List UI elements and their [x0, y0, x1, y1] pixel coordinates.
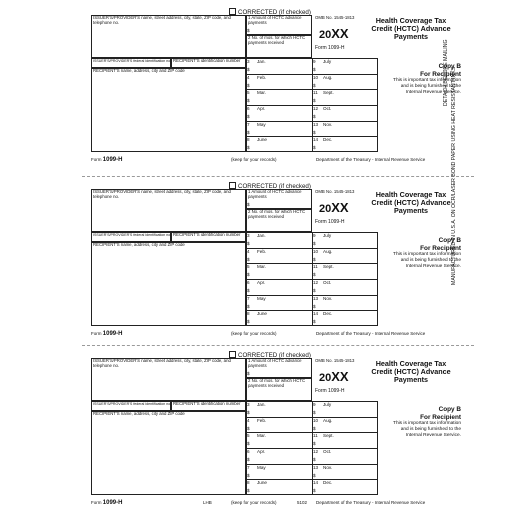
month-dollar-sign: $ [313, 272, 316, 278]
month-dollar-sign: $ [313, 488, 316, 494]
month-dollar-sign: $ [313, 288, 316, 293]
month-row-divider [312, 295, 378, 296]
month-box-number: 14 [313, 311, 319, 317]
month-dollar-sign: $ [247, 129, 250, 135]
month-dollar-sign: $ [313, 457, 316, 462]
month-box-number: 9 [313, 59, 316, 64]
box1-dollar-sign: $ [247, 371, 250, 376]
month-name: Dec. [323, 137, 333, 143]
form-number-label: Form 1099-H [315, 45, 345, 51]
month-name: Mar. [257, 433, 266, 439]
month-box-number: 6 [247, 106, 250, 111]
perforation-line [82, 176, 474, 177]
issuer-tin-label: ISSUER'S/PROVIDER'S federal identification no. [93, 59, 172, 63]
month-dollar-sign: $ [247, 241, 250, 246]
month-box-number: 12 [313, 449, 319, 454]
month-box-number: 5 [247, 264, 250, 270]
footer-code-right: 5102 [297, 500, 308, 505]
month-row-divider [312, 464, 378, 465]
footer-keep-records: (keep for your records) [231, 157, 277, 162]
month-name: July [323, 402, 332, 407]
footer-form-label: Form [91, 157, 102, 162]
month-box-number: 10 [313, 417, 319, 423]
month-box-number: 13 [313, 464, 319, 470]
month-name: Dec. [323, 311, 333, 317]
for-recipient-label: For Recipient [420, 244, 461, 252]
month-dollar-sign: $ [247, 67, 250, 72]
month-dollar-sign: $ [247, 82, 250, 88]
box2-label: 2 No. of mos. for which HCTC payments received [248, 378, 306, 388]
issuer-name-label: ISSUER'S/PROVIDER'S name, street address, city, state, ZIP code, and telephone no. [93, 189, 231, 199]
month-row-divider [312, 479, 378, 480]
issuer-name-label: ISSUER'S/PROVIDER'S name, street address, city, state, ZIP code, and telephone no. [93, 358, 231, 368]
box1-dollar-sign: $ [247, 202, 250, 207]
month-box-number: 12 [313, 280, 319, 285]
corrected-label: CORRECTED (if checked) [238, 183, 311, 190]
month-name: June [257, 137, 267, 143]
month-dollar-sign: $ [247, 441, 250, 447]
corrected-label: CORRECTED (if checked) [238, 9, 311, 16]
month-dollar-sign: $ [247, 256, 250, 262]
month-name: July [323, 59, 332, 64]
month-name: Mar. [257, 264, 266, 270]
month-name: May [257, 121, 266, 127]
footer-form-number [91, 157, 122, 163]
year-prefix: 20 [319, 372, 332, 384]
footer-keep-records: (keep for your records) [231, 331, 277, 336]
omb-number: OMB No. 1545-1813 [315, 15, 355, 20]
month-dollar-sign: $ [313, 145, 316, 151]
for-recipient-label: For Recipient [420, 70, 461, 78]
issuer-tin-label: ISSUER'S/PROVIDER'S federal identification no. [93, 233, 172, 237]
month-name: May [257, 295, 266, 301]
footer-form-id: 1099-H [102, 157, 123, 163]
month-name: Nov. [323, 121, 333, 127]
footer-department: Department of the Treasury - Internal Revenue Service [316, 157, 426, 162]
month-name: Oct. [323, 280, 332, 285]
box1-label: 1 Amount of HCTC advance payments [248, 189, 302, 199]
month-box-number: 9 [313, 402, 316, 407]
month-name: Sept. [323, 264, 334, 270]
month-name: Jan. [257, 402, 266, 407]
box1-label: 1 Amount of HCTC advance payments [248, 358, 302, 368]
footer-keep-records: (keep for your records) [231, 500, 277, 505]
month-dollar-sign: $ [247, 98, 250, 104]
month-row-divider [312, 105, 378, 106]
month-dollar-sign: $ [247, 488, 250, 494]
month-dollar-sign: $ [313, 67, 316, 72]
copy-b-heading [409, 237, 461, 252]
month-name: Jan. [257, 59, 266, 64]
month-name: Oct. [323, 106, 332, 111]
month-dollar-sign: $ [247, 114, 250, 119]
month-name: Mar. [257, 90, 266, 96]
tax-year [319, 200, 349, 215]
month-dollar-sign: $ [247, 145, 250, 151]
month-name: June [257, 311, 267, 317]
month-name: Apr. [257, 106, 266, 111]
month-row-divider [312, 248, 378, 249]
month-box-number: 13 [313, 295, 319, 301]
month-row-divider [246, 479, 312, 480]
recipient-name-label: RECIPIENT'S name, address, city and ZIP code [93, 242, 185, 247]
form-1099h-copy [91, 6, 466, 168]
month-row-divider [246, 310, 312, 311]
recipient-name-box[interactable] [91, 68, 246, 152]
month-row-divider [246, 74, 312, 75]
footer-form-number [91, 331, 122, 337]
corrected-checkbox[interactable] [229, 8, 236, 15]
recipient-name-box[interactable] [91, 242, 246, 326]
month-dollar-sign: $ [247, 425, 250, 431]
form-1099h-copy [91, 349, 466, 511]
perforation-line [82, 345, 474, 346]
month-row-divider [246, 263, 312, 264]
month-row-divider [312, 417, 378, 418]
issuer-name-label: ISSUER'S/PROVIDER'S name, street address, city, state, ZIP code, and telephone no. [93, 15, 231, 25]
month-name: Nov. [323, 295, 333, 301]
month-name: Sept. [323, 90, 334, 96]
form-number-label: Form 1099-H [315, 388, 345, 394]
form-title: Health Coverage Tax Credit (HCTC) Advance Payments [371, 16, 451, 41]
recipient-name-label: RECIPIENT'S name, address, city and ZIP code [93, 411, 185, 416]
month-row-divider [312, 263, 378, 264]
month-row-divider [246, 295, 312, 296]
month-box-number: 7 [247, 121, 250, 127]
omb-number: OMB No. 1545-1813 [315, 189, 355, 194]
footer-form-label: Form [91, 500, 102, 505]
copy-b-notice: This is important tax information and is being furnished to the Internal Revenue Service. [393, 78, 461, 95]
month-name: Feb. [257, 74, 267, 80]
month-row-divider [312, 89, 378, 90]
month-row-divider [246, 464, 312, 465]
month-box-number: 11 [313, 433, 318, 439]
month-box-number: 6 [247, 449, 250, 454]
recipient-name-box[interactable] [91, 411, 246, 495]
copy-b-label: Copy B [438, 63, 461, 70]
month-row-divider [246, 279, 312, 280]
month-name: Feb. [257, 417, 267, 423]
month-row-divider [312, 136, 378, 137]
month-row-divider [246, 448, 312, 449]
month-box-number: 11 [313, 264, 318, 270]
recipient-tin-label: RECIPIENT'S identification number [173, 58, 241, 63]
month-row-divider [246, 136, 312, 137]
month-row-divider [246, 121, 312, 122]
month-dollar-sign: $ [313, 114, 316, 119]
month-box-number: 5 [247, 433, 250, 439]
corrected-checkbox[interactable] [229, 182, 236, 189]
month-box-number: 4 [247, 417, 250, 423]
footer-department: Department of the Treasury - Internal Revenue Service [316, 500, 426, 505]
month-row-divider [312, 279, 378, 280]
month-dollar-sign: $ [247, 319, 250, 325]
year-prefix: 20 [319, 203, 332, 215]
month-name: Apr. [257, 280, 266, 285]
copy-b-label: Copy B [438, 237, 461, 244]
form-title: Health Coverage Tax Credit (HCTC) Advance Payments [371, 190, 451, 215]
month-box-number: 3 [247, 402, 250, 407]
month-dollar-sign: $ [247, 288, 250, 293]
copy-b-notice: This is important tax information and is being furnished to the Internal Revenue Service. [393, 421, 461, 438]
omb-number: OMB No. 1545-1813 [315, 358, 355, 363]
month-dollar-sign: $ [313, 410, 316, 415]
month-box-number: 5 [247, 90, 250, 96]
month-dollar-sign: $ [313, 129, 316, 135]
recipient-tin-label: RECIPIENT'S identification number [173, 401, 241, 406]
month-name: Aug. [323, 417, 333, 423]
month-box-number: 4 [247, 248, 250, 254]
footer-form-number [91, 500, 122, 506]
tax-year [319, 26, 349, 41]
month-box-number: 12 [313, 106, 319, 111]
month-dollar-sign: $ [313, 82, 316, 88]
for-recipient-label: For Recipient [420, 413, 461, 421]
footer-form-id: 1099-H [102, 331, 123, 337]
box2-label: 2 No. of mos. for which HCTC payments received [248, 35, 306, 45]
year-suffix: XX [331, 369, 349, 384]
recipient-name-label: RECIPIENT'S name, address, city and ZIP code [93, 68, 185, 73]
month-dollar-sign: $ [313, 98, 316, 104]
box2-label: 2 No. of mos. for which HCTC payments received [248, 209, 306, 219]
month-dollar-sign: $ [313, 441, 316, 447]
month-dollar-sign: $ [313, 256, 316, 262]
month-row-divider [246, 417, 312, 418]
month-name: Oct. [323, 449, 332, 454]
footer-form-label: Form [91, 331, 102, 336]
month-box-number: 4 [247, 74, 250, 80]
month-name: May [257, 464, 266, 470]
month-row-divider [312, 74, 378, 75]
month-box-number: 10 [313, 248, 319, 254]
box1-dollar-sign: $ [247, 28, 250, 33]
month-name: Nov. [323, 464, 333, 470]
box1-label: 1 Amount of HCTC advance payments [248, 15, 302, 25]
month-box-number: 8 [247, 480, 250, 486]
month-box-number: 11 [313, 90, 318, 96]
month-dollar-sign: $ [313, 319, 316, 325]
month-name: Aug. [323, 248, 333, 254]
tax-year [319, 369, 349, 384]
month-row-divider [312, 448, 378, 449]
copy-b-label: Copy B [438, 406, 461, 413]
month-name: June [257, 480, 267, 486]
month-box-number: 3 [247, 59, 250, 64]
form-1099h-copy [91, 180, 466, 342]
month-box-number: 8 [247, 311, 250, 317]
month-box-number: 14 [313, 137, 319, 143]
month-name: Aug. [323, 74, 333, 80]
month-dollar-sign: $ [313, 472, 316, 478]
month-dollar-sign: $ [313, 241, 316, 246]
month-box-number: 7 [247, 464, 250, 470]
year-suffix: XX [331, 200, 349, 215]
form-title: Health Coverage Tax Credit (HCTC) Advance Payments [371, 359, 451, 384]
month-box-number: 6 [247, 280, 250, 285]
month-box-number: 8 [247, 137, 250, 143]
footer-form-id: 1099-H [102, 500, 123, 506]
side-manufacturer-text: MANUFACTURED IN U.S.A. ON OCR/LASER BOND PAPER USING HEAT RESISTANT INKS [451, 66, 457, 285]
month-dollar-sign: $ [313, 303, 316, 309]
month-row-divider [246, 105, 312, 106]
month-row-divider [312, 310, 378, 311]
month-box-number: 9 [313, 233, 316, 238]
month-row-divider [246, 89, 312, 90]
year-prefix: 20 [319, 29, 332, 41]
month-dollar-sign: $ [247, 472, 250, 478]
month-dollar-sign: $ [247, 303, 250, 309]
footer-code-left: LHB [203, 500, 212, 505]
issuer-tin-label: ISSUER'S/PROVIDER'S federal identification no. [93, 402, 172, 406]
recipient-tin-label: RECIPIENT'S identification number [173, 232, 241, 237]
corrected-checkbox[interactable] [229, 351, 236, 358]
month-name: Apr. [257, 449, 266, 454]
year-suffix: XX [331, 26, 349, 41]
month-dollar-sign: $ [247, 410, 250, 415]
month-box-number: 3 [247, 233, 250, 238]
copy-b-heading [409, 406, 461, 421]
month-dollar-sign: $ [247, 272, 250, 278]
corrected-label: CORRECTED (if checked) [238, 352, 311, 359]
month-name: Dec. [323, 480, 333, 486]
month-name: Sept. [323, 433, 334, 439]
footer-department: Department of the Treasury - Internal Revenue Service [316, 331, 426, 336]
month-name: Jan. [257, 233, 266, 238]
month-box-number: 7 [247, 295, 250, 301]
copy-b-notice: This is important tax information and is being furnished to the Internal Revenue Service. [393, 252, 461, 269]
month-row-divider [312, 121, 378, 122]
month-box-number: 13 [313, 121, 319, 127]
copy-b-heading [409, 63, 461, 78]
side-detach-text: DETACH BEFORE MAILING [443, 39, 449, 106]
month-dollar-sign: $ [247, 457, 250, 462]
month-row-divider [246, 432, 312, 433]
month-box-number: 10 [313, 74, 319, 80]
month-row-divider [246, 248, 312, 249]
month-name: July [323, 233, 332, 238]
form-number-label: Form 1099-H [315, 219, 345, 225]
month-name: Feb. [257, 248, 267, 254]
month-dollar-sign: $ [313, 425, 316, 431]
month-box-number: 14 [313, 480, 319, 486]
month-row-divider [312, 432, 378, 433]
